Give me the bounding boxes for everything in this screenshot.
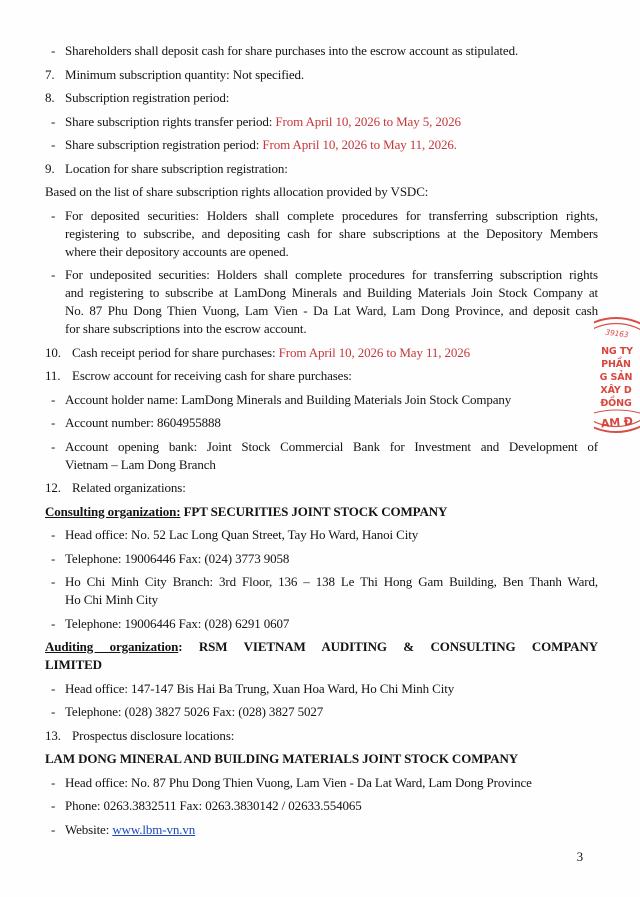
list-marker: - [51, 438, 56, 454]
list-item [45, 391, 598, 409]
list-item [45, 136, 598, 154]
text-run: Telephone: (028) 3827 5026 Fax: (028) 3827 5027 [65, 704, 324, 719]
text-run: Phone: 0263.3832511 Fax: 0263.3830142 / 02633.554065 [65, 798, 362, 813]
text-run: Account number: 8604955888 [65, 415, 221, 430]
text-run: Related organizations: [72, 480, 186, 495]
text-run: Website: [65, 821, 113, 837]
list-marker: - [51, 680, 56, 696]
text-run: Cash receipt period for share purchases: [72, 344, 279, 360]
text-run: Based on the list of share subscription rights allocation provided by VSDC: [45, 184, 429, 199]
text-run: : RSM VIETNAM AUDITING & CONSULTING COMPANY [178, 639, 598, 654]
list-item [45, 821, 598, 839]
section-heading [45, 638, 598, 674]
text-run: LIMITED [45, 657, 102, 672]
list-marker: - [51, 137, 56, 152]
list-marker: - [51, 821, 56, 837]
list-item [45, 526, 598, 544]
list-item [45, 207, 598, 261]
text-run: Ho Chi Minh City [65, 592, 159, 607]
text-run: Head office: No. 87 Phu Dong Thien Vuong, Lam Vien - Da Lat Ward, Lam Dong Province [65, 774, 532, 790]
stamp-text: XÂY D [600, 385, 632, 396]
list-item [45, 438, 598, 474]
list-marker: - [51, 615, 56, 631]
text-run: Account opening bank: Joint Stock Commercial Bank for Investment and Development of [65, 438, 598, 454]
text-run: Auditing organization [45, 639, 179, 654]
text-run: registering to subscribe, and depositing cash for share subscriptions at the Depository Members [65, 225, 598, 241]
text-run: Vietnam – Lam Dong Branch [65, 456, 216, 472]
list-marker: - [51, 43, 56, 58]
stamp-text: ĐỒNG [600, 398, 632, 409]
list-marker: 10. [45, 344, 61, 360]
list-marker: 12. [45, 480, 61, 495]
list-item [45, 550, 598, 568]
text-run: for share subscriptions into the escrow account. [65, 321, 307, 336]
list-marker: - [51, 798, 56, 813]
text-run: Share subscription rights transfer period: [65, 113, 276, 129]
list-marker: - [51, 267, 56, 282]
stamp-text: 39163 [604, 327, 630, 340]
list-marker: - [51, 774, 56, 790]
numbered-item [45, 367, 598, 385]
list-marker: 13. [45, 727, 61, 743]
date-range-text: From April 10, 2026 to May 5, 2026 [275, 113, 461, 129]
list-item [45, 680, 598, 698]
text-run: FPT SECURITIES JOINT STOCK COMPANY [180, 503, 448, 519]
list-marker: - [51, 704, 56, 719]
page-number: 3 [576, 849, 583, 864]
list-marker: - [51, 113, 56, 129]
stamp-text: AM Đ [600, 414, 634, 431]
section-heading [45, 750, 598, 768]
numbered-item [45, 727, 598, 745]
list-item [45, 414, 598, 432]
text-run: Minimum subscription quantity: Not specified. [65, 66, 305, 82]
text-run: Shareholders shall deposit cash for share purchases into the escrow account as stipulated. [65, 43, 519, 58]
list-item [45, 113, 598, 131]
list-marker: 8. [45, 90, 55, 105]
numbered-item [45, 344, 598, 362]
text-run: where their depository accounts are opened. [65, 243, 289, 259]
list-item [45, 42, 598, 60]
company-stamp [594, 312, 640, 440]
paragraph [45, 183, 598, 201]
list-marker: - [51, 207, 56, 223]
stamp-text: PHẦN [601, 359, 631, 370]
text-run: and registering to subscribe at LamDong Minerals and Building Materials Join Stock Company at [65, 285, 598, 300]
text-run: Subscription registration period: [65, 90, 230, 105]
text-run: Ho Chi Minh City Branch: 3rd Floor, 136 – 138 Le Thi Hong Gam Building, Ben Thanh Ward, [65, 574, 598, 589]
list-item [45, 703, 598, 721]
text-run: Prospectus disclosure locations: [72, 727, 235, 743]
list-item [45, 573, 598, 609]
list-item [45, 797, 598, 815]
stamp-text: NG TY [601, 346, 633, 357]
text-run: For undeposited securities: Holders shall complete procedures for transferring subscription rights [65, 267, 598, 282]
list-item [45, 266, 598, 338]
numbered-item [45, 160, 598, 178]
list-marker: - [51, 415, 56, 430]
list-marker: 7. [45, 66, 55, 82]
numbered-item [45, 89, 598, 107]
date-range-text: From April 10, 2026 to May 11, 2026 [278, 344, 471, 360]
document-body [45, 42, 598, 844]
numbered-item [45, 479, 598, 497]
date-range-text: From April 10, 2026 to May 11, 2026. [262, 137, 457, 152]
section-heading [45, 503, 598, 521]
text-run: Escrow account for receiving cash for share purchases: [72, 368, 352, 383]
list-item [45, 615, 598, 633]
text-run: For deposited securities: Holders shall complete procedures for transferring subscription rights, [65, 207, 598, 223]
text-run: Share subscription registration period: [65, 137, 263, 152]
text-run: Telephone: 19006446 Fax: (028) 6291 0607 [65, 615, 290, 631]
text-run: Head office: No. 52 Lac Long Quan Street, Tay Ho Ward, Hanoi City [65, 527, 419, 542]
text-run: LAM DONG MINERAL AND BUILDING MATERIALS JOINT STOCK COMPANY [45, 751, 519, 766]
website-link[interactable]: www.lbm-vn.vn [112, 821, 196, 837]
text-run: Consulting organization: [45, 503, 181, 519]
list-item [45, 774, 598, 792]
list-marker: - [51, 527, 56, 542]
list-marker: 9. [45, 160, 55, 176]
numbered-item [45, 66, 598, 84]
stamp-text: G SẢN [599, 372, 633, 383]
list-marker: - [51, 391, 56, 407]
text-run: Head office: 147-147 Bis Hai Ba Trung, Xuan Hoa Ward, Ho Chi Minh City [65, 680, 455, 696]
text-run: Telephone: 19006446 Fax: (024) 3773 9058 [65, 550, 290, 566]
list-marker: - [51, 574, 56, 589]
text-run: No. 87 Phu Dong Thien Vuong, Lam Vien - Da Lat Ward, Lam Dong Province, and deposit cash [65, 303, 598, 318]
text-run: Location for share subscription registration: [65, 160, 288, 176]
list-marker: - [51, 550, 56, 566]
text-run: Account holder name: LamDong Minerals and Building Materials Join Stock Company [65, 391, 512, 407]
list-marker: 11. [45, 368, 61, 383]
